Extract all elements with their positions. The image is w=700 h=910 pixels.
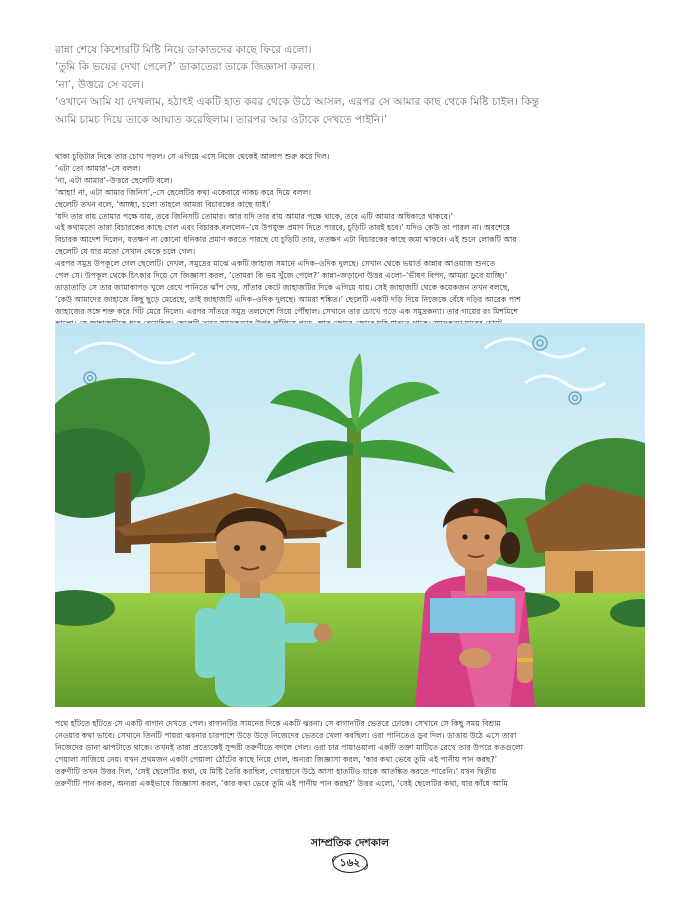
page-number-badge — [331, 852, 369, 874]
story-line: জাহাজের সঙ্গে শক্ত করে গিঁট মেরে নিলো। এরপর সাঁতরে সমুদ্র তলদেশে গিয়ে পৌঁছাল। সেখানে তার চোখে পড়ে এক সমুদ্রকন্যা। তার গায়ের রং মিশমিশে — [55, 306, 519, 316]
bottom-paragraph — [55, 718, 645, 789]
story-line: ‘যদি তার রায় তোমার পক্ষে যায়, তবে জিনিসটি তোমার। আর যদি তার রায় আমার পক্ষে থাকে, তবে এটি আমার অধিকারে থাকবে।’ — [55, 211, 453, 221]
story-line: ‘না, এটা আমার’–উত্তরে ছেলেটি বলে। — [55, 175, 173, 185]
story-illustration — [55, 323, 645, 707]
story-line: থাকা চুড়িটার দিকে তার চোখ পড়ল। সে এগিয়ে এসে নিজে থেকেই আলাপ শুরু করে দিল। — [55, 152, 330, 161]
bottom-line: তরুণীটি পান করল, অন্যরা একইভাবে জিজ্ঞাসা করল, ‘কার কথা ভেবে তুমি এই পানীয় পান করছ?’ উত্তর এলো, ‘সেই ছেলেটির কথা, যার কাঁধে আমি — [55, 778, 508, 788]
story-line: ছেলেটি যে যার মতো সেখান থেকে চলে গেল। — [55, 247, 196, 257]
intro-line: রান্না শেষে কিশোরটি মিষ্টি নিয়ে ডাকাতদের কাছে ফিরে এলো। — [55, 44, 312, 56]
intro-line: ‘তুমি কি ভয়ের দেখা পেলে?’ ডাকাতেরা তাকে জিজ্ঞাসা করল। — [55, 61, 316, 74]
story-line: এই কথামতো তারা বিচারকের কাছে গেল এবং বিচারক বললেন–‘যে উপযুক্ত প্রমাণ দিতে পারবে, চুড়িটি তারই হবে।’ যদিও কেউ তা পারল না। অবশেষে — [55, 223, 511, 233]
magazine-name: সাম্প্রতিক দেশকাল — [311, 837, 389, 849]
bottom-line: পেয়ালা সাজিয়ে নেয়। যখন প্রথমজন একটা পেয়ালা ঠোঁটের কাছে নিয়ে গেল, অন্যরা জিজ্ঞাসা করল, ‘কার কথা ভেবে তুমি এই পানীয় পান করছ?’ — [55, 754, 498, 764]
intro-line: ‘না’, উত্তরে সে বলে। — [55, 78, 144, 91]
page-number: ১৬২ — [339, 857, 361, 869]
story-line: ‘কেউ আমাদের জাহাজে কিছু ছুড়ে মেরেছে, তাই জাহাজটি এদিক–ওদিক দুলছে। আমরা শঙ্কিত।’ ছেলেটি একটি দড়ি দিয়ে নিজেকে বেঁধে দড়ির আরেক পাশ — [55, 294, 521, 304]
grass-ground — [55, 593, 645, 707]
story-line: বিচারক আদেশ দিলেন, যতক্ষণ না কোনো ধনিকার প্রমাণ করতে পারছে যে চুড়িটি তার, ততক্ষণ এটা বিচারকের কাছে জমা থাকবে। এই শুনে লোকটি আর — [55, 235, 517, 245]
story-line: ছেলেটি তখন বলে, ‘আচ্ছা, চলো তাহলে আমরা বিচারকের কাছে যাই।’ — [55, 199, 272, 209]
bottom-line: নেওয়ার কথা ভাবে। সেখানে তিনটি পায়রা ঝরনার চারপাশে উড়ে উড়ে নিজেদের ভেতরে খেলা করছিল। ওরা পানিতেও ডুব দিল। ডাঙায় উঠে এসে তারা — [55, 730, 517, 740]
story-line: তাড়াতাড়ি সে তার জামাকাপড় খুলে রেখে পানিতে ঝাঁপ দেয়, সাঁতার কেটে জাহাজটির দিকে এগিয়ে যায়। সেই জাহাজটি থেকে কয়েকজন তখন বলছে, — [55, 282, 510, 292]
bottom-line: নিজেদের ডানা ঝাপটাতে থাকে। তখনই তারা প্রত্যেকেই সুন্দরী তরুণীতে বদলে গেল। ওরা চার পায়াওয়ালা একটি তক্তা মাটিতে রেখে তার উপরে কতগুলো — [55, 742, 523, 752]
story-line: ‘আহা! না, এটা আমার জিনিস’,–সে ছেলেটির কথা একেবারে নাকচ করে দিয়ে বলল। — [55, 187, 312, 197]
intro-line: আমি চামচ দিয়ে তাকে আঘাত করেছিলাম। তারপর আর ওটাকে দেখতে পাইনি।’ — [55, 113, 388, 126]
bottom-line: পথে হাঁটতে হাঁটতে সে একটি বাগান দেখতে পেল। বাগানটির সামনের দিকে একটি ঝরনা। সে বাগানটির ভেতরে ঢোকে। সেখানে সে কিছু সময় বিশ্রাম — [55, 719, 501, 728]
story-line: ‘এটা তো আমার’–সে বলল। — [55, 163, 141, 173]
intro-line: ‘ওখানে আমি যা দেখলাম, হঠাৎই একটি হাত কবর থেকে উঠে আসল, এরপর সে আমার কাছ থেকে মিষ্টি চাইল। কিন্তু — [55, 96, 540, 109]
intro-paragraph — [55, 42, 645, 129]
bottom-line: তরুণীটি তখন উত্তর দিল, ‘সেই ছেলেটির কথা, যে মিষ্টি তৈরি করছিল, গোরস্থানে উঠে আসা হাতটিও যাকে আতঙ্কিত করতে পারেনি।’ যখন দ্বিতীয় — [55, 766, 497, 776]
story-line: এরপর সমুদ্র উপকূলে গেল ছেলেটি। দেখল, সমুদ্রের মাঝে একটি জাহাজ সমানে এদিক–ওদিক দুলছে। সেখান থেকে ভয়ার্ত কান্নার আওয়াজ শুনতে — [55, 259, 496, 269]
story-line: পেল সে। উপকূল থেকে চিৎকার দিয়ে সে জিজ্ঞাসা করল, ‘তোমরা কি ভয় খুঁজে পেলে?’ কান্না–জড়ানো উত্তর এলো–‘ভীষণ বিপদ, আমরা ডুবে যাচ্ছি।’ — [55, 271, 508, 281]
